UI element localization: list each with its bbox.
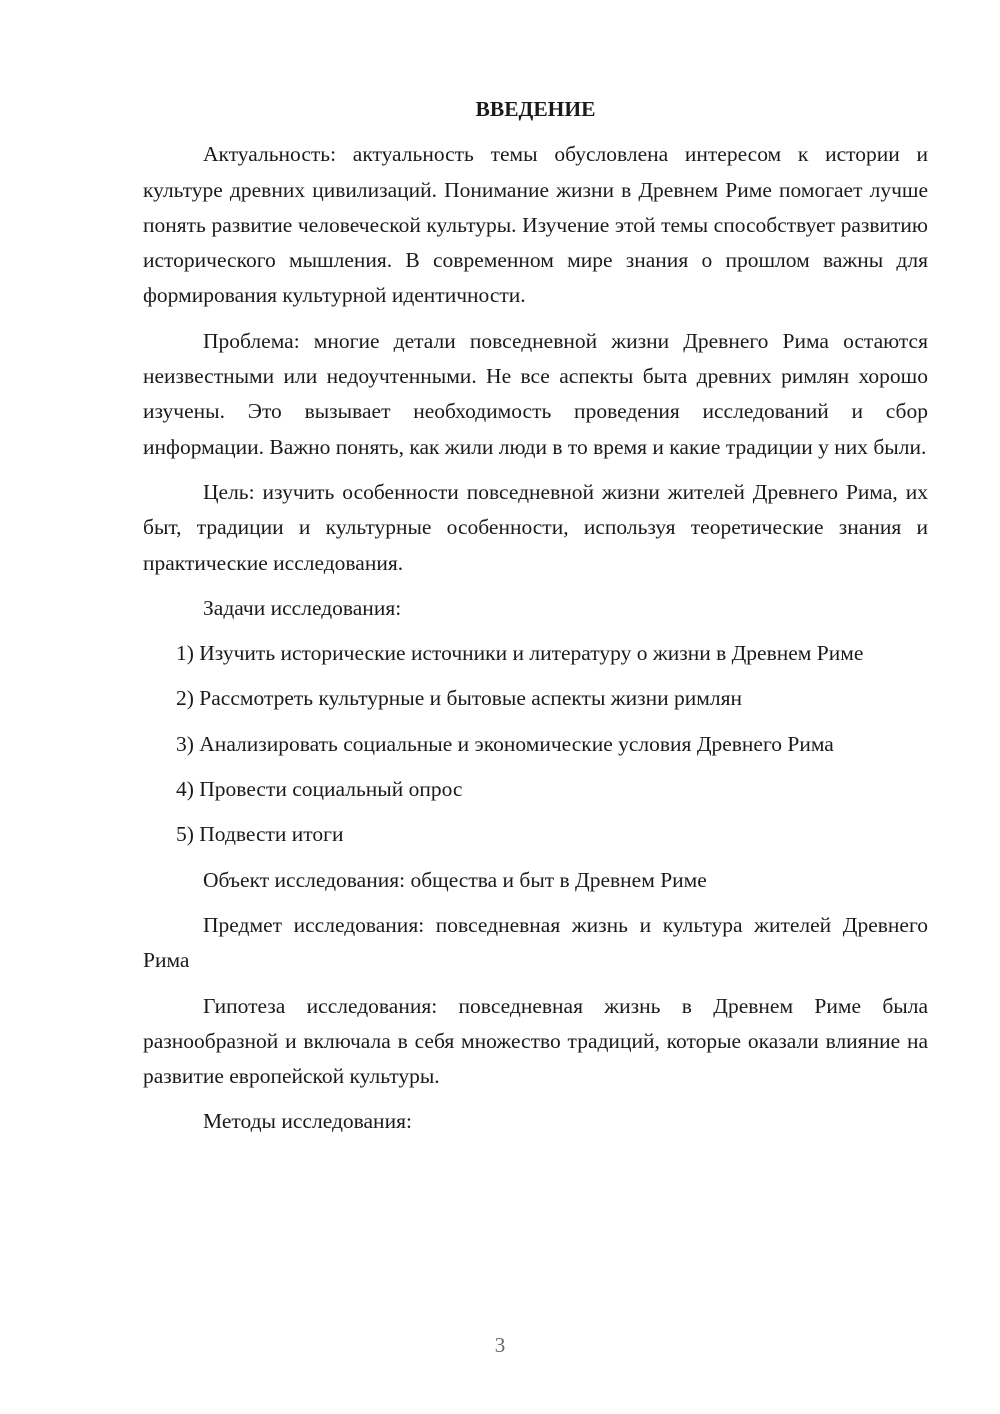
task-item-5: 5) Подвести итоги: [176, 822, 344, 847]
paragraph-hypothesis: Гипотеза исследования: повседневная жизнь в Древнем Риме была разнообразной и включала в себя множество традиций, которые оказали влияние на развитие европейской культуры.: [143, 993, 928, 1089]
document-page: [143, 92, 928, 1140]
paragraph-relevance: Актуальность: актуальность темы обусловлена интересом к истории и культуре древних цивилизаций. Понимание жизни в Древнем Риме помогает лучше понять развитие человеческой культуры. Изучение этой темы способствует развитию исторического мышления. В современном мире знания о прошлом важны для формирования культурной идентичности.: [143, 142, 928, 308]
task-item-4: 4) Провести социальный опрос: [176, 777, 463, 802]
tasks-heading: Задачи исследования:: [203, 595, 402, 620]
task-item-2: 2) Рассмотреть культурные и бытовые аспекты жизни римлян: [176, 686, 742, 711]
task-item-3: 3) Анализировать социальные и экономические условия Древнего Рима: [176, 731, 834, 756]
paragraph-methods: Методы исследования:: [203, 1109, 412, 1134]
paragraph-goal: Цель: изучить особенности повседневной жизни жителей Древнего Рима, их быт, традиции и культурные особенности, используя теоретические знания и практические исследования.: [143, 479, 928, 575]
paragraph-subject: Предмет исследования: повседневная жизнь и культура жителей Древнего Рима: [143, 912, 928, 973]
page-number: 3: [494, 1333, 506, 1357]
paragraph-problem: Проблема: многие детали повседневной жизни Древнего Рима остаются неизвестными или недоучтенными. Не все аспекты быта древних римлян хорошо изучены. Это вызывает необходимость проведения исследований и сбор информации. Важно понять, как жили люди в то время и какие традиции у них были.: [143, 328, 928, 459]
paragraph-object: Объект исследования: общества и быт в Древнем Риме: [203, 867, 707, 892]
task-item-1: 1) Изучить исторические источники и литературу о жизни в Древнем Риме: [176, 641, 864, 666]
page-title: ВВЕДЕНИЕ: [475, 97, 596, 121]
